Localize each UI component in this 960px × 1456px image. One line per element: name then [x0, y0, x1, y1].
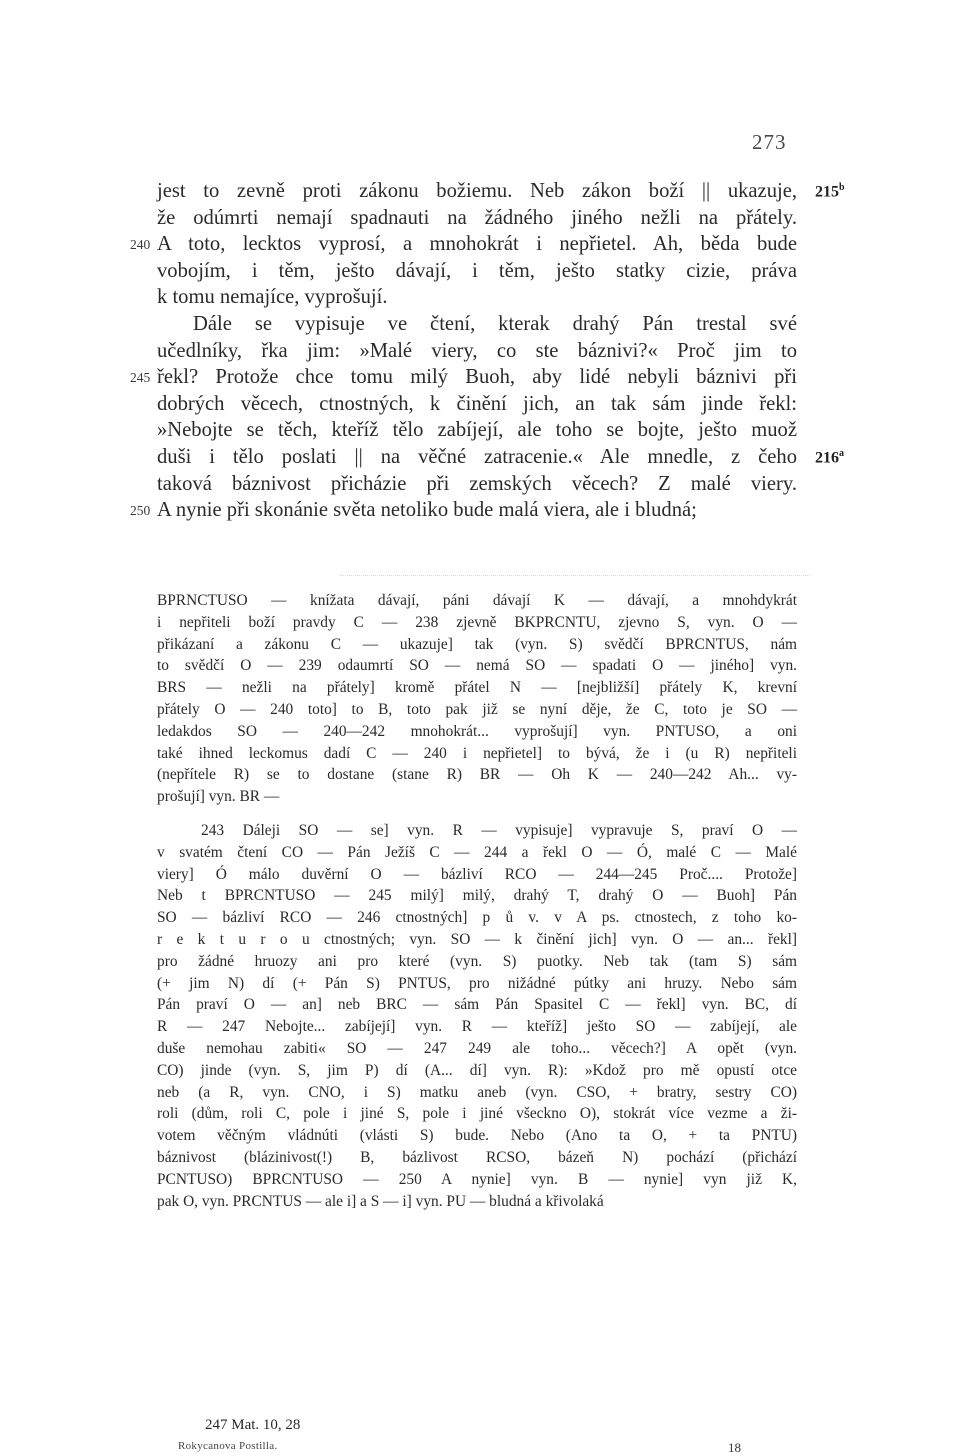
apparatus-line: prošují] vyn. BR —: [157, 788, 280, 806]
apparatus-line: BRS — nežli na přátely] kromě přátel N — [nejbližší] přátely K, krevní: [157, 679, 797, 697]
apparatus-line: neb (a R, vyn. CNO, i S) matku aneb (vyn. CSO, + bratry, sestry CO): [157, 1083, 797, 1101]
sheet-number: 18: [728, 1440, 741, 1455]
main-text-line: řekl? Protože chce tomu milý Buoh, aby lidé nebyli báznivi při: [157, 366, 797, 389]
apparatus-line: také ihned leckomus dadí C — 240 i nepřietel] to bývá, že i (u R) nepřiteli: [157, 744, 797, 762]
main-text-line: k tomu nemajíce, vyprošují.: [157, 286, 388, 309]
folio-reference: [815, 182, 845, 201]
apparatus-line: přátely O — 240 toto] to B, toto pak již se nyní děje, že C, toto je SO —: [157, 700, 797, 718]
apparatus-line: Pán praví O — an] neb BRC — sám Pán Spasitel C — řekl] vyn. BC, dí: [157, 996, 797, 1014]
folio-number: 216: [815, 449, 839, 467]
line-number: 240: [130, 237, 151, 253]
main-text-line: jest to zevně proti zákonu božiemu. Neb zákon boží || ukazuje,: [157, 180, 797, 202]
apparatus-line: i nepřiteli boží pravdy C — 238 zjevně BKPRCNTU, zjevno S, vyn. O —: [157, 613, 797, 631]
apparatus-line: 243 Dáleji SO — se] vyn. R — vypisuje] vypravuje S, praví O —: [201, 821, 797, 839]
folio-side: b: [839, 182, 845, 193]
main-text-line: A nynie při skonánie světa netoliko bude malá viera, ale i bludná;: [157, 499, 697, 522]
apparatus-line: SO — bázliví RCO — 246 ctnostných] p ů v. v A ps. ctnostech, z toho ko-: [157, 909, 797, 927]
line-number: 250: [130, 503, 151, 519]
apparatus-line: pro žádné hruozy ani pro které (vyn. S) puotky. Neb tak (tam S) sám: [157, 952, 797, 970]
apparatus-line: ledakdos SO — 240—242 mnohokrát... vyprošují] vyn. PNTUSO, a oni: [157, 722, 797, 740]
apparatus-line: BPRNCTUSO — knížata dávají, páni dávají K — dávají, a mnohdykrát: [157, 592, 797, 609]
apparatus-line: to svědčí O — 239 odaumrtí SO — nemá SO — spadati O — jiného] vyn.: [157, 657, 797, 675]
apparatus-line: (nepřítele R) se to dostane (stane R) BR — Oh K — 240—242 Ah... vy-: [157, 766, 797, 784]
main-text-line: duši i tělo poslati || na věčné zatracenie.« Ale mnedle, z čeho: [157, 445, 797, 468]
main-text-line: A toto, lecktos vyprosí, a mnohokrát i nepřietel. Ah, běda bude: [157, 233, 797, 256]
folio-number: 215: [815, 183, 839, 201]
page-number: 273: [752, 130, 787, 154]
apparatus-line: viery] Ó málo duvěrní O — bázliví RCO — 244—245 Proč.... Protože]: [157, 865, 797, 883]
line-number: 245: [130, 370, 151, 386]
main-text-line: taková báznivost přicházie při zemských věcech? Z malé viery.: [157, 472, 797, 495]
main-text-line: »Nebojte se těch, kteříž tělo zabíjejí, ale toho se bojte, ješto muož: [157, 419, 797, 442]
apparatus-line: (+ jim N) dí (+ Pán S) PNTUS, pro nižádné pútky ani hruzy. Nebo sám: [157, 974, 797, 992]
apparatus-line: báznivost (blázinivost(!) B, bázlivost RCSO, bázeň N) pochází (přichází: [157, 1148, 797, 1166]
apparatus-line: přikázaní a zákonu C — ukazuje] tak (vyn. S) svědčí BPRCNTUS, nám: [157, 635, 797, 653]
main-text-line: že odúmrti nemají spadnauti na žádného jiného nežli na přátely.: [157, 206, 797, 229]
apparatus-line: r e k t u r o u ctnostných; vyn. SO — k činění jich] vyn. O — an... řekl]: [157, 930, 797, 948]
apparatus-line: pak O, vyn. PRCNTUS — ale i] a S — i] vyn. PU — bludná a křivolaká: [157, 1192, 604, 1210]
folio-reference: [815, 448, 844, 467]
apparatus-line: v svatém čtení CO — Pán Ježíš C — 244 a řekl O — Ó, malé C — Malé: [157, 843, 797, 861]
apparatus-gap: [157, 808, 797, 820]
scripture-footnote: 247 Mat. 10, 28: [205, 1417, 301, 1433]
critical-apparatus: [157, 590, 797, 1212]
printer-signature: Rokycanova Postilla.: [178, 1440, 278, 1452]
main-text: [157, 178, 797, 524]
apparatus-line: roli (dům, roli C, pole i jiné S, pole i jiné všecknо O), stokrát více vezme a ži-: [157, 1105, 797, 1123]
main-text-line: dobrých věcech, ctnostných, k činění jich, an tak sám jinde řekl:: [157, 392, 797, 415]
apparatus-line: duše nemohau zabiti« SO — 247 249 ale toho... věcech?] A opět (vyn.: [157, 1039, 797, 1057]
folio-side: a: [839, 448, 844, 459]
main-text-line: Dále se vypisuje ve čtení, kterak drahý Pán trestal své: [193, 312, 797, 335]
apparatus-line: votem věčným vládnúti (vlásti S) bude. Nebo (Ano ta O, + ta PNTU): [157, 1127, 797, 1145]
main-text-line: učedlníky, řka jim: »Malé viery, co ste báznivi?« Proč jim to: [157, 339, 797, 362]
apparatus-line: Neb t BPRCNTUSO — 245 milý] milý, drahý T, drahý O — Buoh] Pán: [157, 887, 797, 905]
main-text-line: vobojím, i těm, ješto dávají, i těm, ješto statky cizie, práva: [157, 259, 797, 282]
apparatus-line: R — 247 Nebojte... zabíjejí] vyn. R — kteříž] ješto SO — zabíjejí, ale: [157, 1018, 797, 1036]
apparatus-line: CO) jinde (vyn. S, jim P) dí (A... dí] vyn. R): »Kdož pro mě opustí otce: [157, 1061, 797, 1079]
section-divider: [340, 575, 810, 576]
apparatus-line: PCNTUSO) BPRCNTUSO — 250 A nynie] vyn. B — nynie] vyn již K,: [157, 1170, 797, 1188]
